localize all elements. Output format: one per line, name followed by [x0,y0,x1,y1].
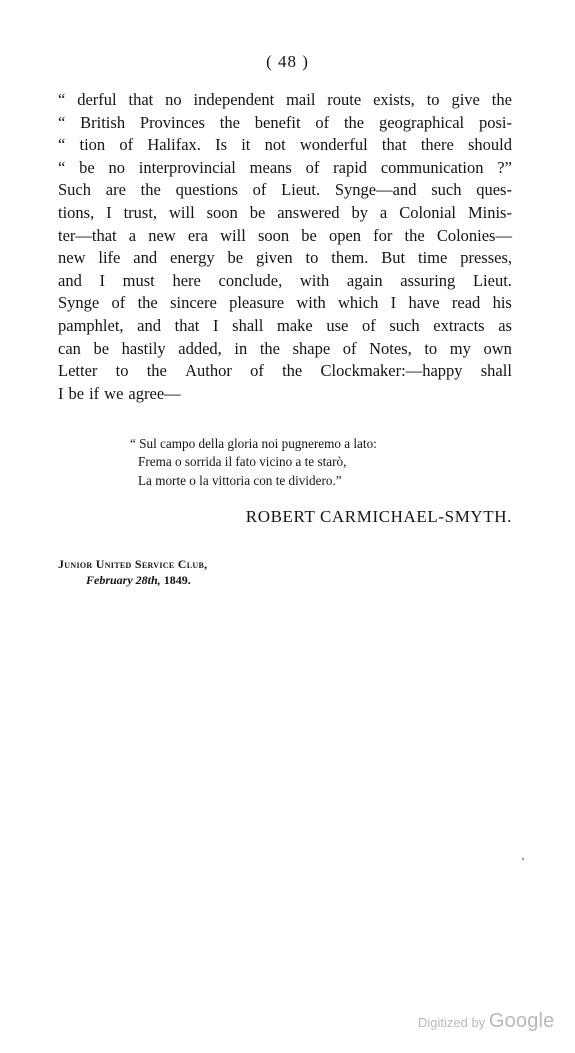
word: and [58,270,82,290]
word: Halifax. [147,135,201,155]
word: with [296,293,326,313]
date-month-day: February 28th, [86,573,161,587]
word: should [467,135,512,155]
word: interprovincial [138,157,236,177]
word: and [137,315,161,335]
word: again [346,270,383,290]
word: read [451,293,481,313]
word: Lieut. [472,270,512,290]
word: ques- [476,180,512,200]
word: open [328,225,362,245]
text-line [58,247,512,270]
word: be [79,157,95,177]
word: with [299,270,330,290]
word: Provinces [139,112,205,132]
word: “ [58,135,66,155]
word: geographical [378,112,465,132]
word: such [431,180,462,200]
word: sincere [170,293,217,313]
quote-line: Frema o sorrida il fato vicino a te starò, [138,454,347,470]
word: hastily [121,338,166,358]
word: communication [380,157,484,177]
word: are [105,180,126,200]
text-line [58,315,512,338]
dateline [58,556,207,588]
word: it [241,135,251,155]
word: conclude, [218,270,283,290]
word: as [498,315,512,335]
word: I [99,270,105,290]
text-line [58,338,512,361]
word: the [219,112,240,132]
word: of [315,112,330,132]
scan-speck [522,858,524,860]
word: there [420,135,454,155]
text-line [58,89,512,112]
word: of [362,315,376,335]
quote-line: La morte o la vittoria con te dividero.” [138,472,342,488]
word: that [174,315,200,335]
word: tion [79,135,106,155]
word: “ [58,90,66,109]
word: in [234,338,248,358]
word: of [342,338,357,358]
word: and [133,248,158,268]
word: the [146,361,167,381]
word: tions, [58,202,95,222]
word: a [128,225,137,245]
word: a [379,202,388,222]
word: no [165,90,182,109]
word: “ [58,112,66,132]
word: assuring [400,270,456,290]
text-line [58,157,512,180]
text-line [58,270,512,293]
word: new [58,248,86,268]
word: shape [292,338,331,358]
word: But [381,248,406,268]
word: I [213,315,219,335]
word: shall [480,361,512,381]
word: such [389,315,420,335]
word: Clockmaker:—happy [320,361,463,381]
quote-line: “ Sul campo della gloria noi pugneremo a lato: [130,436,377,451]
word: them. [331,248,369,268]
word: for [373,225,393,245]
word: rapid [333,157,368,177]
word: if [89,383,100,403]
word: added, [178,338,222,358]
word: new [148,225,176,245]
word: to [305,248,319,268]
word: of [119,135,134,155]
word: own [483,338,512,358]
word: life [98,248,121,268]
word: my [449,338,471,358]
word: Colonial [399,202,457,222]
word: benefit [254,112,301,132]
word: be [68,383,85,403]
word: soon [257,225,290,245]
word: to [424,338,438,358]
word: Letter [58,361,98,381]
word: extracts [433,315,485,335]
word: here [172,270,201,290]
word: agree— [128,383,181,403]
word: Such [58,180,91,200]
word: of [111,293,126,313]
word: I [106,202,112,222]
word: derful [77,90,117,109]
word: the [491,90,512,109]
word: time [418,248,448,268]
word: give [451,90,480,109]
word: that [381,135,407,155]
word: the [404,225,425,245]
text-line [58,360,512,383]
word: Synge—and [334,180,417,200]
word: can [58,338,81,358]
word: energy [170,248,215,268]
word: Minis- [467,202,512,222]
author-signature: ROBERT CARMICHAEL-SMYTH. [245,507,512,526]
word: of [252,180,267,200]
word: answered [277,202,340,222]
word: the [140,180,161,200]
word: which [338,293,379,313]
word: of [250,361,264,381]
word: trust, [123,202,158,222]
italian-quote [130,435,377,490]
word: ter—that [58,225,117,245]
word: Author [185,361,232,381]
word: use [326,315,349,335]
digitized-watermark [418,1010,555,1033]
word: mail [286,90,316,109]
text-line [58,134,512,157]
word: pamphlet, [58,315,124,335]
word: must [122,270,155,290]
word: “ [58,157,66,177]
word: exists, [373,90,415,109]
word: we [104,383,124,403]
text-line [58,383,512,406]
letter-date [58,572,207,588]
text-line [58,179,512,202]
word: questions [175,180,238,200]
watermark-prefix: Digitized by [418,1015,489,1030]
word: the [282,361,303,381]
word: I [58,383,64,403]
word: no [108,157,125,177]
word: Is [215,135,228,155]
word: have [408,293,440,313]
word: that [128,90,154,109]
text-line [58,112,512,135]
word: his [492,293,512,313]
word: I [390,293,397,313]
word: wonderful [299,135,368,155]
word: be [93,338,110,358]
word: Synge [58,293,100,313]
date-year: 1849. [163,573,191,587]
word: ?” [497,157,512,177]
word: means [249,157,292,177]
word: route [327,90,362,109]
word: not [264,135,286,155]
word: soon [206,202,238,222]
word: make [276,315,313,335]
word: be [227,248,244,268]
word: by [351,202,368,222]
word: posi- [478,112,512,132]
word: of [305,157,320,177]
word: British [80,112,126,132]
word: pleasure [229,293,285,313]
body-text [58,89,512,405]
word: Notes, [369,338,412,358]
word: shall [232,315,264,335]
word: era [187,225,209,245]
text-line [58,202,512,225]
word: independent [193,90,275,109]
text-line [58,292,512,315]
word: the [343,112,365,132]
word: to [426,90,440,109]
word: be [249,202,266,222]
word: will [220,225,246,245]
word: the [259,338,280,358]
word: presses, [460,248,512,268]
club-name: Junior United Service Club, [58,557,208,571]
word: given [255,248,293,268]
watermark-brand: Google [488,1010,555,1032]
word: Lieut. [281,180,321,200]
page-number: ( 48 ) [266,52,309,71]
word: will [169,202,195,222]
text-line [58,225,512,248]
word: the [137,293,158,313]
word: Colonies— [436,225,512,245]
word: to [115,361,129,381]
word: be [301,225,317,245]
